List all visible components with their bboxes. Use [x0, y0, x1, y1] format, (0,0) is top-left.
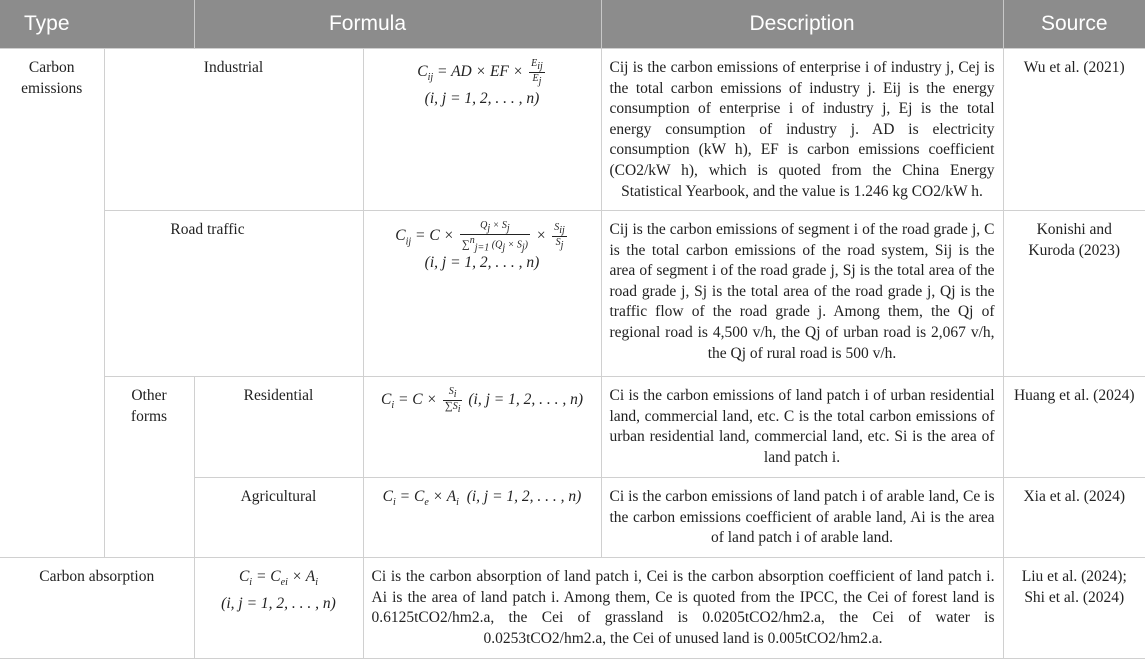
formula-industrial-range: (i, j = 1, 2, . . . , n) [424, 89, 540, 107]
source-industrial: Wu et al. (2021) [1003, 49, 1145, 211]
subtype-label: Road traffic [170, 221, 245, 238]
category-carbon-absorption [0, 558, 194, 659]
table-row-industrial [0, 49, 1145, 211]
header-description: Description [601, 0, 1003, 49]
table-row-residential [0, 377, 1145, 478]
source-carbon-absorption [1003, 558, 1145, 659]
formula-agricultural-range: (i, j = 1, 2, . . . , n) [466, 488, 582, 505]
formula-agricultural: $C_i = C_e \times A_i$ (i, j = 1, 2, . . . , n) [363, 478, 601, 558]
subtype-other-forms [104, 377, 194, 558]
formula-road-traffic [363, 211, 601, 377]
header-row [0, 0, 1145, 49]
description-agricultural: Ci is the carbon emissions of land patch i of arable land, Ce is the carbon emissions coefficient of arable land, Ai is the area of land patch i of arable land. [601, 478, 1003, 558]
formula-carbon-absorption [194, 558, 363, 659]
description-carbon-absorption: Ci is the carbon absorption of land patch i, Cei is the carbon absorption coefficient of land patch i. Ai is the area of land patch i. Among them, Ce is quoted from the IPCC, the Cei of forest land is 0.6125tCO2/hm2.a, the Cei of grassland is 0.0205tCO2/hm2.a, the Cei of water is 0.0253tCO2/hm2.a, the Cei of unused land is 0.005tCO2/hm2.a. [363, 558, 1003, 659]
source-agricultural: Xia et al. (2024) [1003, 478, 1145, 558]
subsubtype-label: Residential [243, 387, 314, 404]
description-residential: Ci is the carbon emissions of land patch i of urban residential land, commercial land, etc. C is the total carbon emissions of urban residential land, commercial land, etc. Si is the area of land patch i. [601, 377, 1003, 478]
source-road-traffic: Konishi and Kuroda (2023) [1003, 211, 1145, 377]
header-formula: Formula [194, 0, 601, 49]
header-source: Source [1003, 0, 1145, 49]
table-row-carbon-absorption [0, 558, 1145, 659]
formula-absorption-range: (i, j = 1, 2, . . . , n) [221, 594, 336, 612]
source-absorption-1: Liu et al. (2024); [1021, 568, 1127, 585]
formula-road-traffic-expression: $C_{ij} = C$ × $\frac{Q_j \times S_j}{\sum^n_{j=1} (Q_j \times S_j)}$ × $\frac{S_{ij}}{S_j}$ [395, 220, 565, 254]
formula-residential: $C_i = C$ × $\frac{S_i}{\sum S_i}$ (i, j = 1, 2, . . . , n) [363, 377, 601, 478]
formula-residential-range: (i, j = 1, 2, . . . , n) [468, 391, 584, 409]
header-type: Type [0, 0, 194, 49]
subsubtype-agricultural [194, 478, 363, 558]
formula-road-traffic-range: (i, j = 1, 2, . . . , n) [424, 254, 540, 272]
description-road-traffic: Cij is the carbon emissions of segment i of the road grade j, C is the total carbon emissions of the road system, Sij is the area of segment i of the road grade j, Sj is the total area of the road grade j, Sj is the total area of the road grade j, Qj is the traffic flow of the road grade j. Among them, the Qj of regional road is 4,500 v/h, the Qj of urban road is 2,067 v/h, the Qj of rural road is 500 v/h. [601, 211, 1003, 377]
subtype-label: Other forms [130, 387, 168, 425]
subtype-road-traffic [104, 211, 363, 377]
table-row-road-traffic [0, 211, 1145, 377]
formula-industrial-expression: $C_{ij}$ = AD × EF × $\frac{E_{ij}}{E_j}$ [417, 58, 543, 87]
category-carbon-emissions [0, 49, 104, 558]
subsubtype-residential [194, 377, 363, 478]
formula-absorption-expression: $C_i = C_{ei} \times A_i$ [238, 568, 319, 589]
description-industrial: Cij is the carbon emissions of enterprise i of industry j, Cej is the total carbon emissions of industry j. Eij is the energy consumption of enterprise i of industry j, Ej is the total energy consumption of industry j. AD is electricity consumption (kW h), EF is carbon emissions coefficient (CO2/kW h), which is quoted from the China Energy Statistical Yearbook, and the value is 1.246 kg CO2/kW h. [601, 49, 1003, 211]
formula-industrial [363, 49, 601, 211]
subtype-industrial [104, 49, 363, 211]
subtype-label: Industrial [203, 59, 264, 76]
category-label: Carbon emissions [21, 59, 83, 97]
category-label: Carbon absorption [39, 568, 155, 585]
subsubtype-label: Agricultural [240, 488, 317, 505]
source-residential: Huang et al. (2024) [1003, 377, 1145, 478]
source-absorption-2: Shi et al. (2024) [1024, 588, 1125, 606]
